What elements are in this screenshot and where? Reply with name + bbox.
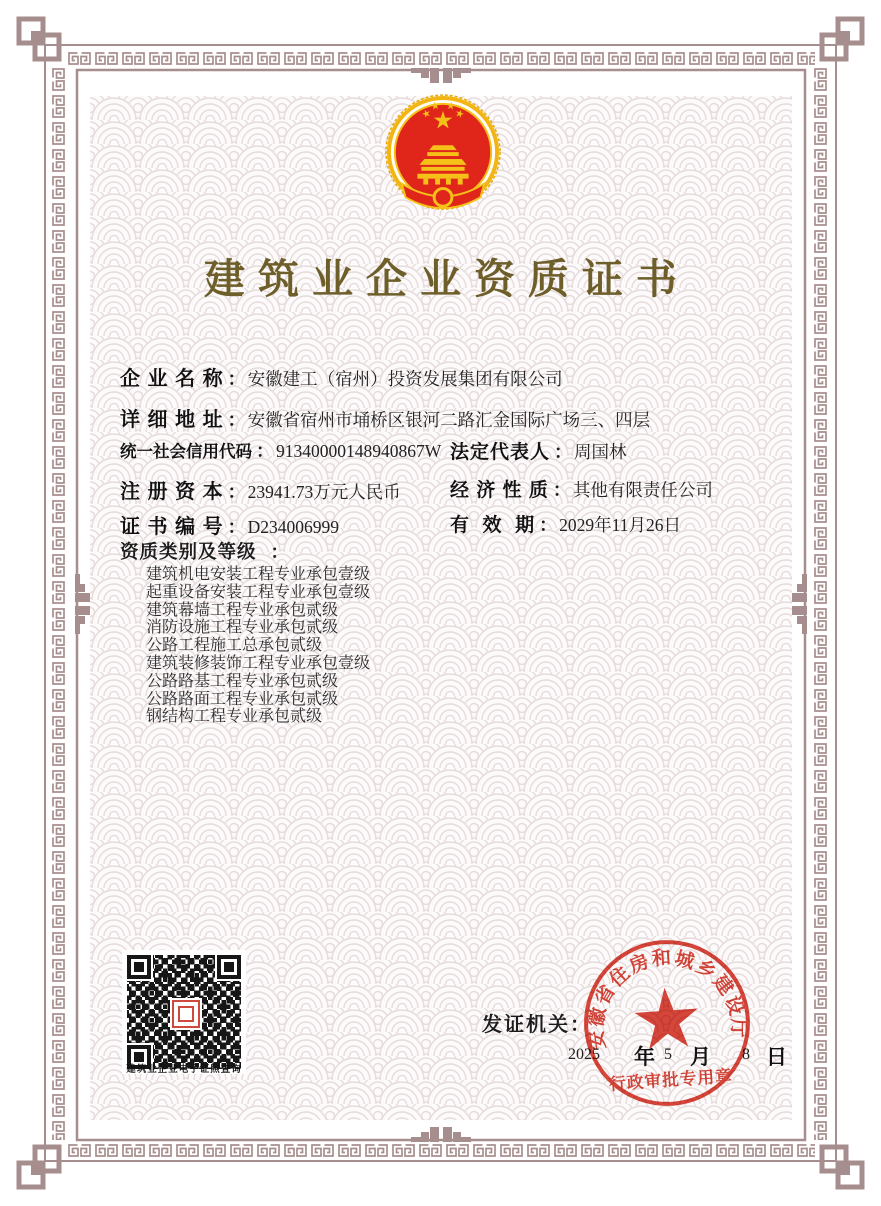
- qualification-list: [146, 566, 370, 726]
- field-label: 统一社会信用代码: [120, 443, 252, 461]
- qualification-item: 消防设施工程专业承包贰级: [146, 619, 339, 637]
- field-colon: ：: [256, 441, 274, 461]
- field-label: 有 效 期: [450, 515, 536, 536]
- qr-caption: 建筑业企业电子证照查询: [126, 1065, 242, 1075]
- seal-star-icon: [633, 985, 701, 1050]
- qr-center-logo: [172, 1000, 200, 1028]
- field-label: 企 业 名 称: [120, 368, 224, 390]
- field-colon: ：: [539, 515, 558, 535]
- field-colon: ：: [227, 482, 246, 502]
- field-label: 经 济 性 质: [450, 480, 549, 501]
- field-value: 2029年11月26日: [559, 515, 681, 535]
- qualification-item: 建筑装修装饰工程专业承包壹级: [146, 654, 371, 672]
- field-value: 安徽省宿州市埇桥区银河二路汇金国际广场三、四层: [247, 410, 651, 430]
- issue-date-month-unit: 月: [690, 1046, 711, 1069]
- issuer-label: 发证机关：: [482, 1014, 592, 1036]
- qr-code: [122, 950, 246, 1074]
- field-row-credit-code: [120, 437, 780, 463]
- field-value: 安徽建工（宿州）投资发展集团有限公司: [247, 369, 563, 389]
- field-row-registered-capital: [120, 475, 780, 504]
- qualification-item: 钢结构工程专业承包贰级: [146, 708, 323, 726]
- field-row-certificate-no: [120, 510, 780, 539]
- field-label: 注 册 资 本: [120, 481, 224, 503]
- field-colon: ：: [227, 517, 246, 537]
- issue-date-year-unit: 年: [634, 1046, 655, 1069]
- field-row-economic-nature: [450, 475, 713, 502]
- issue-date-year: 2025: [568, 1046, 600, 1063]
- qr-finder-pattern: [127, 955, 151, 979]
- field-row-valid-until: [450, 510, 681, 537]
- qr-finder-pattern: [217, 955, 241, 979]
- seal-ring-text: 安徽省住房和城乡建设厅: [586, 947, 749, 1052]
- field-colon: ：: [227, 369, 246, 389]
- seal-bottom-text: 行政审批专用章: [608, 1066, 734, 1094]
- qualification-item: 公路路基工程专业承包贰级: [146, 672, 339, 690]
- field-value: 其他有限责任公司: [572, 480, 713, 500]
- field-value: 周国林: [574, 442, 627, 462]
- field-label: 详 细 地 址: [120, 409, 224, 431]
- field-row-address: [120, 403, 780, 432]
- field-value: D234006999: [247, 517, 340, 537]
- issue-date-day-unit: 日: [766, 1046, 787, 1069]
- field-colon: ：: [554, 442, 573, 462]
- certificate-title: 建筑业企业资质证书: [204, 256, 690, 302]
- field-row-legal-rep: [450, 437, 627, 464]
- china-national-emblem-icon: [384, 92, 502, 224]
- qualification-item: 公路工程施工总承包贰级: [146, 637, 323, 655]
- field-row-company-name: [120, 362, 780, 391]
- field-label: 证 书 编 号: [120, 516, 224, 538]
- qualification-section-label: 资质类别及等级 ：: [120, 541, 290, 562]
- field-label: 法定代表人: [450, 442, 551, 463]
- field-value: 23941.73万元人民币: [247, 482, 401, 502]
- qualification-item: 建筑机电安装工程专业承包壹级: [146, 566, 371, 583]
- qualification-item: 起重设备安装工程专业承包壹级: [146, 583, 371, 601]
- qualification-item: 建筑幕墙工程专业承包贰级: [146, 601, 339, 619]
- issue-date-day: 8: [742, 1046, 750, 1063]
- official-seal-stamp: [572, 928, 762, 1118]
- field-colon: ：: [227, 410, 246, 430]
- field-colon: ：: [552, 480, 571, 500]
- field-value: 91340000148940867W: [276, 441, 442, 461]
- qualification-item: 公路路面工程专业承包贰级: [146, 690, 339, 708]
- issue-date-month: 5: [664, 1046, 672, 1063]
